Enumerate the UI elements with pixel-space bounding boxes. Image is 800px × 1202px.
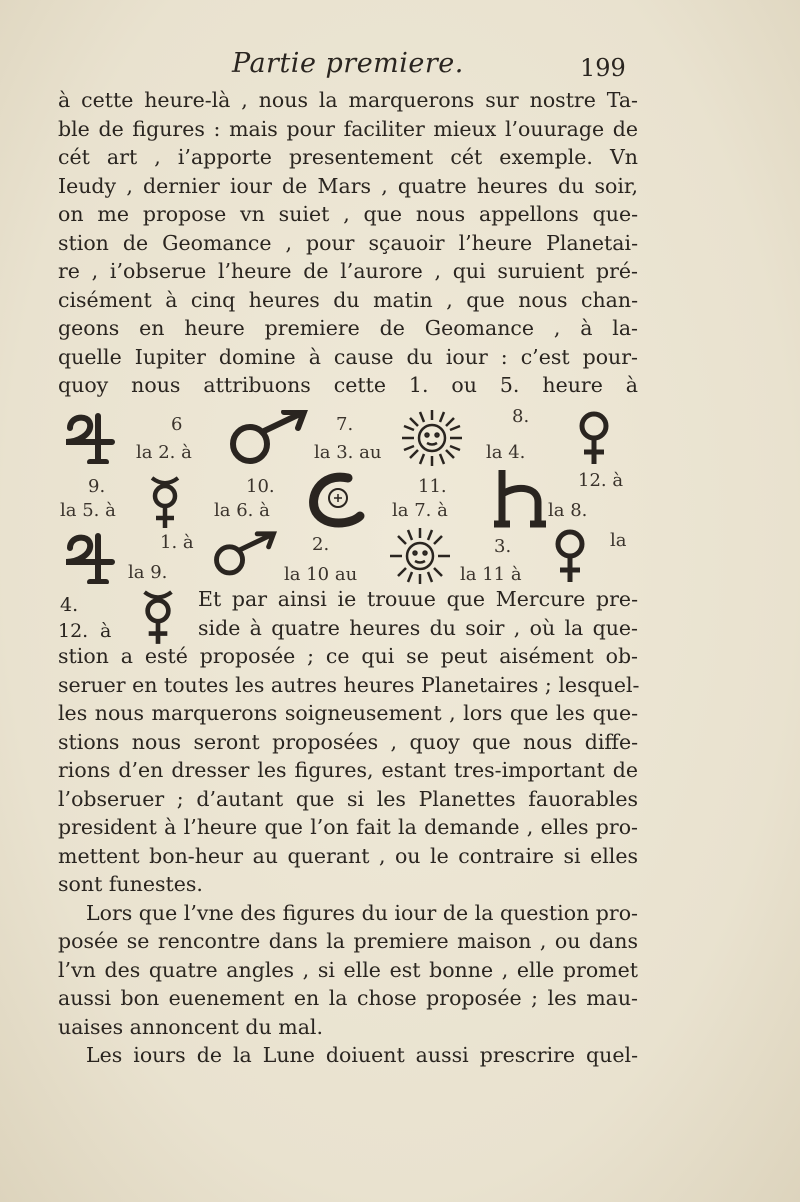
table-label: 1. à [160,532,194,553]
moon-icon [300,470,370,528]
table-label: à [100,620,112,642]
text-line: cét art , i’apporte presentement cét exemple. Vn [58,145,638,169]
table-label: la 6. à [214,500,270,521]
page-number: 199 [580,54,626,82]
text-line: mettent bon-heur au querant , ou le contraire si elles [58,843,638,868]
sun-icon [398,408,466,468]
text-line: cisément à cinq heures du matin , que nous chan- [58,287,638,312]
text-line: les nous marquerons soigneusement , lors que les que- [58,701,638,725]
text-line: re , i’obserue l’heure de l’aurore , qui suruient pré- [58,259,638,283]
table-label: 3. [494,536,512,557]
text-line: stion a esté proposée ; ce qui se peut aisément ob- [58,644,638,668]
table-label: 7. [336,414,354,435]
text-line: on me propose vn suiet , que nous appellons que- [58,202,638,226]
jupiter-icon [60,528,126,584]
text-line: Ieudy , dernier iour de Mars , quatre heures du soir, [58,173,638,198]
table-label: la 9. [128,562,168,583]
text-line: uaises annoncent du mal. [58,1014,323,1039]
table-label: 4. [60,594,79,616]
table-label: 9. [88,476,106,497]
text-line: quelle Iupiter domine à cause du iour : c’est pour- [58,344,638,369]
sun-icon [386,526,454,586]
text-line: quoy nous attribuons cette 1. ou 5. heure à [58,373,638,397]
text-line: seruer en toutes les autres heures Planetaires ; lesquel- [58,672,640,697]
table-label: 2. [312,534,330,555]
mercury-icon [146,474,184,530]
table-label: la 10 au [284,564,358,585]
table-label: 12. à [578,470,624,491]
running-title: Partie premiere. [232,48,464,79]
table-label: 12. [58,620,89,642]
venus-icon [550,528,590,584]
table-label: 8. [512,406,530,427]
page-header [0,48,800,88]
mars-icon [210,530,280,580]
jupiter-icon [60,408,126,464]
table-label: 10. [246,476,275,497]
table-label: la 3. au [314,442,382,463]
text-line: Les iours de la Lune doiuent aussi prescrire quel- [86,1043,638,1067]
table-label: la 7. à [392,500,448,521]
text-line: geons en heure premiere de Geomance , à la- [58,316,638,340]
text-line: l’obseruer ; d’autant que si les Planettes fauorables [58,786,638,811]
saturn-icon [492,466,548,528]
text-line: stions nous seront proposées , quoy que nous diffe- [58,729,638,754]
mars-icon [226,410,312,466]
table-label: la 11 à [460,564,522,585]
table-label: la [610,530,627,551]
text-line: sont funestes. [58,872,203,896]
text-line: president à l’heure que l’on fait la demande , elles pro- [58,815,638,839]
text-line: à cette heure-là , nous la marquerons sur nostre Ta- [58,88,638,112]
text-line: ble de figures : mais pour faciliter mieux l’ouurage de [58,116,638,141]
text-line: posée se rencontre dans la premiere maison , ou dans [58,929,638,953]
text-line: l’vn des quatre angles , si elle est bonne , elle promet [58,957,638,982]
paragraph-1 [58,86,638,400]
table-label: la 8. [548,500,588,521]
table-label: la 5. à [60,500,116,521]
text-line: rions d’en dresser les figures, estant tres-important de [58,758,638,782]
venus-icon [574,410,614,466]
table-label: la 2. à [136,442,192,463]
table-label: la 4. [486,442,526,463]
table-label: 11. [418,476,447,497]
text-line: side à quatre heures du soir , où la que- [198,615,638,640]
text-line: aussi bon euenement en la chose proposée ; les mau- [58,986,638,1010]
text-line: stion de Geomance , pour sçauoir l’heure Planetai- [58,230,638,255]
text-line: Lors que l’vne des figures du iour de la question pro- [86,900,638,925]
text-line: Et par ainsi ie trouue que Mercure pre- [198,587,638,611]
table-label: 6 [171,414,183,435]
paragraph-2 [58,585,638,1070]
